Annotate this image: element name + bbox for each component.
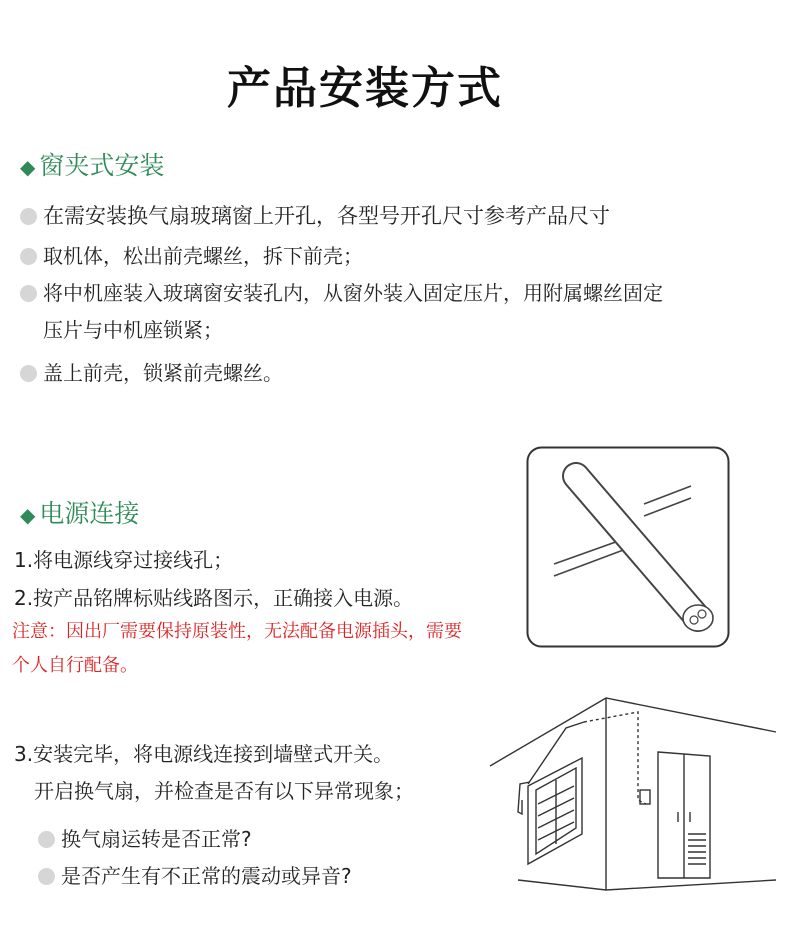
- list-item: [20, 357, 283, 386]
- page-title: 产品安装方式: [227, 63, 503, 114]
- diamond-icon: ◆: [20, 503, 36, 527]
- list-item: [20, 240, 363, 269]
- step-item: 3.安装完毕，将电源线连接到墙壁式开关。: [14, 742, 394, 766]
- list-item-text: 取机体，松出前壳螺丝，拆下前壳；: [43, 244, 363, 268]
- room-installation-illustration: [488, 694, 778, 914]
- bullet-dot-icon: [20, 248, 37, 265]
- bullet-dot-icon: [38, 868, 55, 885]
- check-item-text: 是否产生有不正常的震动或异音?: [61, 864, 352, 888]
- list-item: [20, 200, 610, 230]
- list-item-text: 盖上前壳，锁紧前壳螺丝。: [43, 361, 283, 385]
- check-item-text: 换气扇运转是否正常?: [61, 827, 252, 851]
- step-item-continuation: 开启换气扇，并检查是否有以下异常现象；: [34, 779, 414, 803]
- section-heading-text: 窗夹式安装: [39, 151, 165, 180]
- list-item-text: 在需安装换气扇玻璃窗上开孔，各型号开孔尺寸参考产品尺寸: [43, 204, 610, 228]
- check-item: [38, 823, 252, 852]
- step-item: 1.将电源线穿过接线孔；: [14, 548, 234, 572]
- bullet-dot-icon: [20, 208, 37, 225]
- list-item: [20, 277, 663, 306]
- cable-illustration: [526, 446, 730, 648]
- section-heading-text: 电源连接: [39, 499, 140, 528]
- bullet-dot-icon: [20, 285, 37, 302]
- warning-note: 注意：因出厂需要保持原装性，无法配备电源插头，需要: [12, 621, 462, 642]
- list-item-text: 将中机座装入玻璃窗安装孔内，从窗外装入固定压片，用附属螺丝固定: [43, 281, 663, 305]
- warning-note: 个人自行配备。: [12, 655, 138, 676]
- diamond-icon: ◆: [20, 155, 36, 179]
- bullet-dot-icon: [38, 831, 55, 848]
- bullet-dot-icon: [20, 365, 37, 382]
- step-item: 2.按产品铭牌标贴线路图示，正确接入电源。: [14, 586, 414, 610]
- section-heading-window-mount: [20, 146, 164, 182]
- list-item-continuation: 压片与中机座锁紧；: [43, 318, 223, 342]
- section-heading-power: [20, 494, 139, 530]
- check-item: [38, 860, 352, 889]
